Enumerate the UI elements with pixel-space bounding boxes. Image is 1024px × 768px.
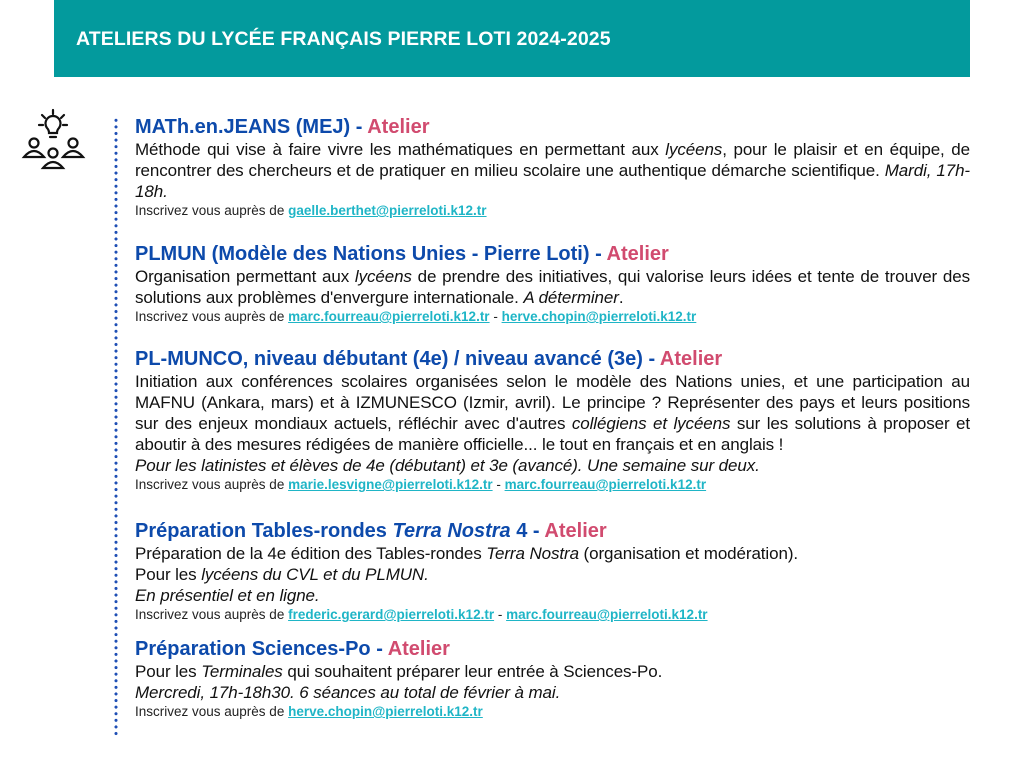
- workshop-title: PL-MUNCO, niveau débutant (4e) / niveau avancé (3e) - Atelier: [135, 348, 723, 370]
- email-link[interactable]: gaelle.berthet@pierreloti.k12.tr: [288, 203, 487, 218]
- page-title: ATELIERS DU LYCÉE FRANÇAIS PIERRE LOTI 2024-2025: [76, 28, 611, 50]
- workshop-description: Pour les Terminales qui souhaitent préparer leur entrée à Sciences-Po.: [135, 662, 663, 681]
- workshop-description: Préparation de la 4e édition des Tables-rondes Terra Nostra (organisation et modération).: [135, 544, 799, 563]
- workshop-terra-nostra: [135, 519, 970, 623]
- workshop-schedule: En présentiel et en ligne.: [135, 586, 320, 605]
- workshop-title: Préparation Tables-rondes Terra Nostra 4 - Atelier: [135, 520, 607, 542]
- header-banner: [54, 0, 970, 77]
- workshop-contact: Inscrivez vous auprès de frederic.gerard@pierreloti.k12.tr - marc.fourreau@pierreloti.k12.tr: [135, 607, 708, 622]
- workshop-contact: Inscrivez vous auprès de herve.chopin@pierreloti.k12.tr: [135, 704, 483, 719]
- workshop-audience: Pour les lycéens du CVL et du PLMUN.: [135, 565, 429, 584]
- workshop-sciences-po: [135, 637, 970, 720]
- workshop-title: MATh.en.JEANS (MEJ) - Atelier: [135, 116, 430, 138]
- dotted-divider: [113, 117, 119, 737]
- workshop-description: Initiation aux conférences scolaires organisées selon le modèle des Nations unies, et une participation au MAFNU (Ankara, mars) et à IZMUNESCO (Izmir, avril). Le principe ? Représenter des pays et leurs positions sur des enjeux mondiaux actuels, réfléchir avec d'autres collégiens et lycéens sur les solutions à proposer et aboutir à des mesures rédigées de manière officielle... le tout en français et en anglais !: [135, 372, 970, 454]
- workshop-mathenjeans: [135, 115, 970, 219]
- workshop-contact: Inscrivez vous auprès de marc.fourreau@pierreloti.k12.tr - herve.chopin@pierreloti.k12.tr: [135, 309, 697, 324]
- email-link[interactable]: marc.fourreau@pierreloti.k12.tr: [288, 309, 490, 324]
- email-link[interactable]: herve.chopin@pierreloti.k12.tr: [501, 309, 697, 324]
- atelier-label: Atelier: [659, 348, 723, 370]
- atelier-label: Atelier: [387, 638, 450, 660]
- workshop-description: Méthode qui vise à faire vivre les mathématiques en permettant aux lycéens, pour le plaisir et en équipe, de rencontrer des chercheurs et de pratiquer en milieu scolaire une authentique démarche scientifique. Mardi, 17h-18h.: [135, 140, 971, 201]
- email-link[interactable]: herve.chopin@pierreloti.k12.tr: [288, 704, 483, 719]
- atelier-label: Atelier: [367, 116, 430, 138]
- email-link[interactable]: frederic.gerard@pierreloti.k12.tr: [288, 607, 495, 622]
- workshop-description: Organisation permettant aux lycéens de prendre des initiatives, qui valorise leurs idées et tente de trouver des solutions aux problèmes d'envergure internationale. A déterminer.: [135, 267, 970, 307]
- workshop-schedule: Mercredi, 17h-18h30. 6 séances au total de février à mai.: [135, 683, 561, 702]
- workshop-plmunco: [135, 347, 970, 493]
- atelier-label: Atelier: [606, 243, 669, 265]
- email-link[interactable]: marie.lesvigne@pierreloti.k12.tr: [288, 477, 493, 492]
- email-link[interactable]: marc.fourreau@pierreloti.k12.tr: [506, 607, 708, 622]
- lightbulb-group-icon: [20, 108, 88, 176]
- workshop-contact: Inscrivez vous auprès de gaelle.berthet@pierreloti.k12.tr: [135, 203, 487, 218]
- workshop-title: PLMUN (Modèle des Nations Unies - Pierre Loti) - Atelier: [135, 243, 669, 265]
- workshops-list: [135, 115, 970, 720]
- workshop-contact: Inscrivez vous auprès de marie.lesvigne@pierreloti.k12.tr - marc.fourreau@pierreloti.k12.tr: [135, 477, 707, 492]
- email-link[interactable]: marc.fourreau@pierreloti.k12.tr: [504, 477, 707, 492]
- atelier-label: Atelier: [544, 520, 607, 542]
- workshop-plmun: [135, 242, 970, 325]
- workshop-title: Préparation Sciences-Po - Atelier: [135, 638, 450, 660]
- workshop-schedule: Pour les latinistes et élèves de 4e (débutant) et 3e (avancé). Une semaine sur deux.: [135, 456, 760, 475]
